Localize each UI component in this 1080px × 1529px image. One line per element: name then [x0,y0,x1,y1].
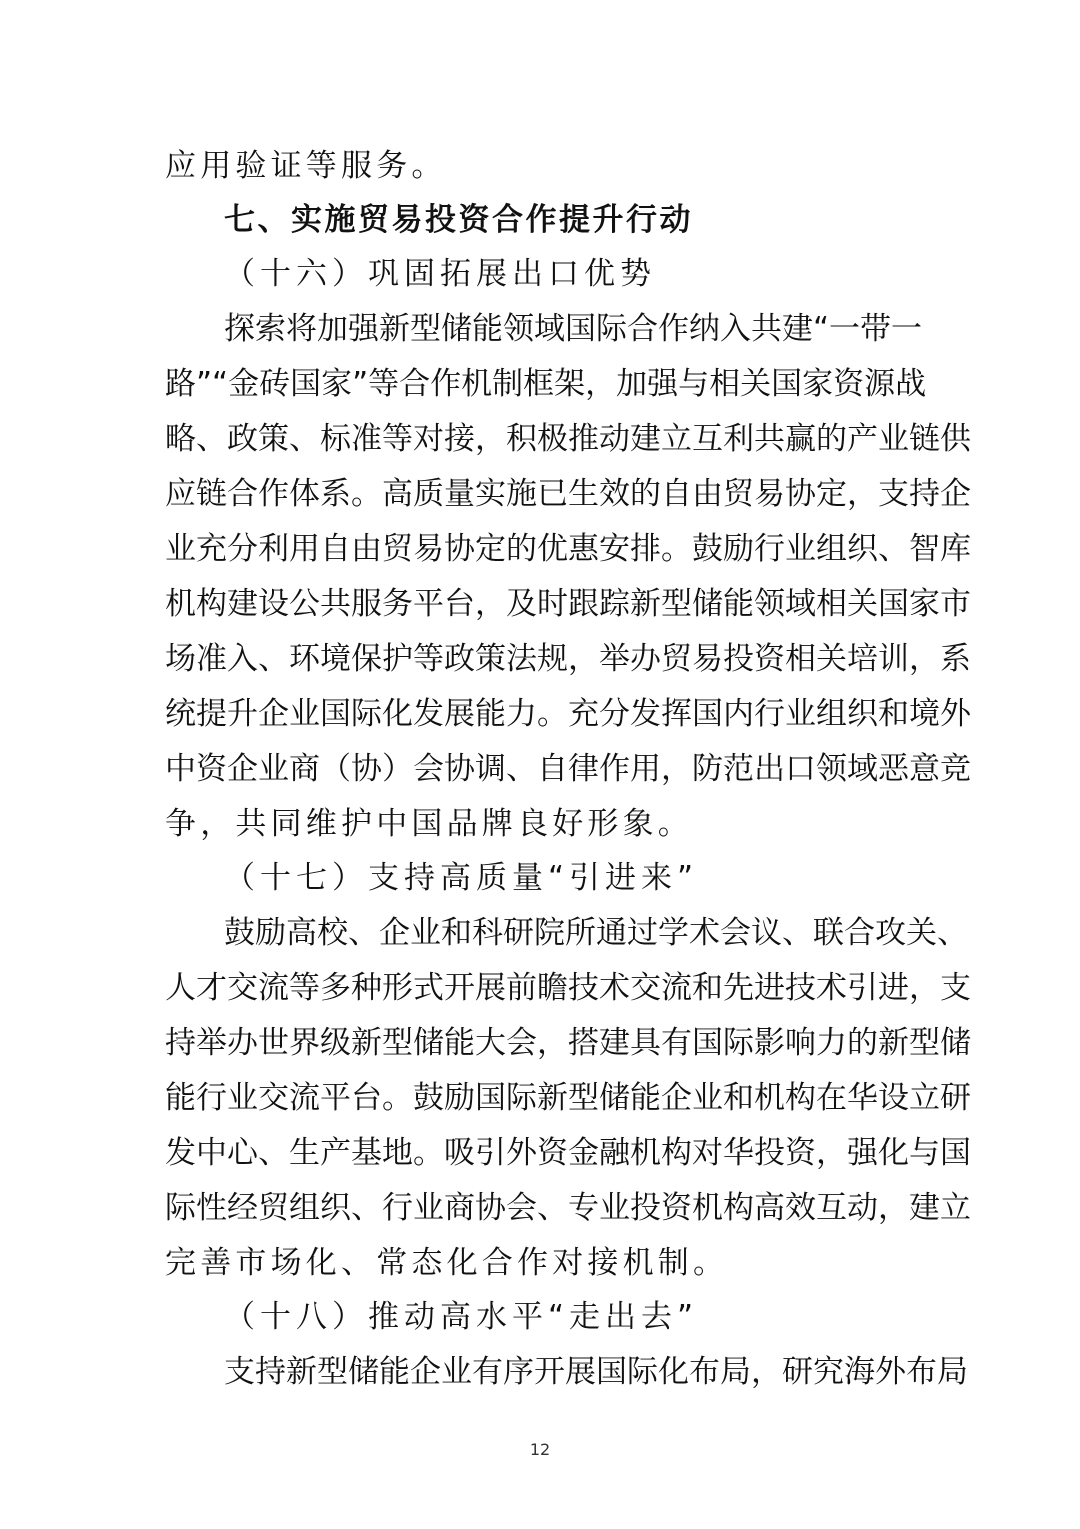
paragraph-line: 争，共同维护中国品牌良好形象。 [165,806,693,842]
paragraph-line: 路”“金砖国家”等合作机制框架，加强与相关国家资源战 [165,366,927,402]
paragraph-line: 略、政策、标准等对接，积极推动建立互利共赢的产业链供 [165,421,971,457]
paragraph-line: 机构建设公共服务平台，及时跟踪新型储能领域相关国家市 [165,586,971,622]
subsection-heading: （十八）推动高水平“走出去” [224,1299,699,1335]
paragraph-line: 持举办世界级新型储能大会，搭建具有国际影响力的新型储 [165,1025,971,1061]
paragraph-line: 中资企业商（协）会协调、自律作用，防范出口领域恶意竞 [165,751,971,787]
section-heading: 七、实施贸易投资合作提升行动 [224,202,693,238]
paragraph-line: 业充分利用自由贸易协定的优惠安排。鼓励行业组织、智库 [165,531,971,567]
paragraph-line: 鼓励高校、企业和科研院所通过学术会议、联合攻关、 [224,915,968,951]
paragraph-line: 际性经贸组织、行业商协会、专业投资机构高效互动，建立 [165,1190,971,1226]
paragraph-line: 支持新型储能企业有序开展国际化布局，研究海外布局 [224,1354,968,1390]
page-number: 12 [529,1440,551,1459]
paragraph-line: 发中心、生产基地。吸引外资金融机构对华投资，强化与国 [165,1135,971,1171]
paragraph-line: 统提升企业国际化发展能力。充分发挥国内行业组织和境外 [165,696,971,732]
paragraph-line: 场准入、环境保护等政策法规，举办贸易投资相关培训，系 [165,641,971,677]
subsection-heading: （十六）巩固拓展出口优势 [224,256,656,292]
paragraph-line: 探索将加强新型储能领域国际合作纳入共建“一带一 [224,311,923,347]
paragraph-line: 能行业交流平台。鼓励国际新型储能企业和机构在华设立研 [165,1080,971,1116]
paragraph-line: 完善市场化、常态化合作对接机制。 [165,1245,729,1281]
paragraph-line: 应用验证等服务。 [165,148,447,184]
paragraph-line: 应链合作体系。高质量实施已生效的自由贸易协定，支持企 [165,476,971,512]
paragraph-line: 人才交流等多种形式开展前瞻技术交流和先进技术引进，支 [165,970,971,1006]
subsection-heading: （十七）支持高质量“引进来” [224,860,699,896]
